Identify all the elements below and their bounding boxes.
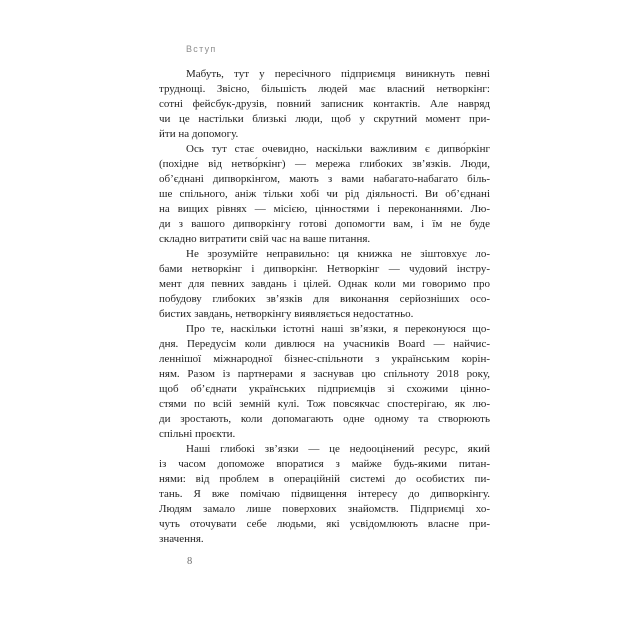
page-number: 8: [187, 556, 193, 567]
text-line: щоб об’єднати українських підприємців зі схожими цінно-: [159, 383, 490, 395]
text-line: бистих завдань, нетворкінгу виявляється недостатньо.: [159, 308, 414, 320]
text-line: Наші глибокі зв’язки — це недооцінений ресурс, який: [186, 443, 490, 455]
text-line: складно витратити свій час на ваше питання.: [159, 233, 371, 245]
text-line: Ось тут стає очевидно, наскільки важливим є дипво́ркінг: [186, 143, 490, 155]
paragraph: [159, 322, 490, 442]
text-line: бами нетворкінг і дипворкінг. Нетворкінг — чудовий інстру-: [159, 263, 490, 275]
paragraph: [159, 442, 490, 547]
paragraph: [159, 247, 490, 322]
text-line: чи це настільки близькі люди, щоб у скрутний момент при-: [159, 113, 490, 125]
text-line: ди з вашого дипворкінгу готові допомогти вам, і їм не буде: [159, 218, 490, 230]
text-line: чуть оточувати себе людьми, які усвідомлюють власне при-: [159, 518, 490, 530]
text-line: ням. Разом із партнерами я заснував цю спільноту 2018 року,: [159, 368, 490, 380]
text-line: Про те, наскільки істотні наші зв’язки, я переконуюся що-: [186, 323, 490, 335]
text-line: спільні проєкти.: [159, 428, 236, 440]
text-line: труднощі. Звісно, більшість людей має власний нетворкінг:: [159, 83, 490, 95]
text-line: сотні фейсбук-друзів, повний записник контактів. Але навряд: [159, 98, 490, 110]
paragraph: [159, 142, 490, 247]
text-line: об’єднані дипворкінгом, мають з вами набагато-набагато біль-: [159, 173, 490, 185]
text-line: тань. Я вже помічаю підвищення інтересу до дипворкінгу.: [159, 488, 490, 500]
text-line: побудову глибоких зв’язків для виконання серйозніших осо-: [159, 293, 490, 305]
body-text: [159, 67, 490, 547]
text-line: йти на допомогу.: [159, 128, 239, 140]
text-line: значення.: [159, 533, 204, 545]
text-line: із часом допоможе впоратися з майже будь-якими питан-: [159, 458, 490, 470]
text-line: Людям замало лише поверхових знайомств. Підприємці хо-: [159, 503, 490, 515]
text-line: мент для певних завдань і цілей. Однак коли ми говоримо про: [159, 278, 490, 290]
text-line: стями по всій земній кулі. Тож повсякчас спостерігаю, як лю-: [159, 398, 490, 410]
text-line: Мабуть, тут у пересічного підприємця виникнуть певні: [186, 68, 490, 80]
text-line: ди зростають, коли допомагають одне одному та створюють: [159, 413, 490, 425]
running-header: Вступ: [186, 44, 217, 54]
text-line: ше спільного, аніж тільки хобі чи рід діяльності. Ви об’єднані: [159, 188, 490, 200]
text-line: (похідне від нетво́ркінг) — мережа глибоких зв’язків. Люди,: [159, 158, 490, 170]
text-line: на вищих рівнях — місією, цінностями і переконаннями. Лю-: [159, 203, 490, 215]
text-line: дня. Передусім коли дивлюся на учасників Board — найчис-: [159, 338, 490, 350]
text-line: Не зрозумійте неправильно: ця книжка не зіштовхує ло-: [186, 248, 490, 260]
paragraph: [159, 67, 490, 142]
text-line: нями: від проблем в операційній системі до особистих пи-: [159, 473, 490, 485]
text-line: леннішої міжнародної бізнес-спільноти з українським корін-: [159, 353, 490, 365]
